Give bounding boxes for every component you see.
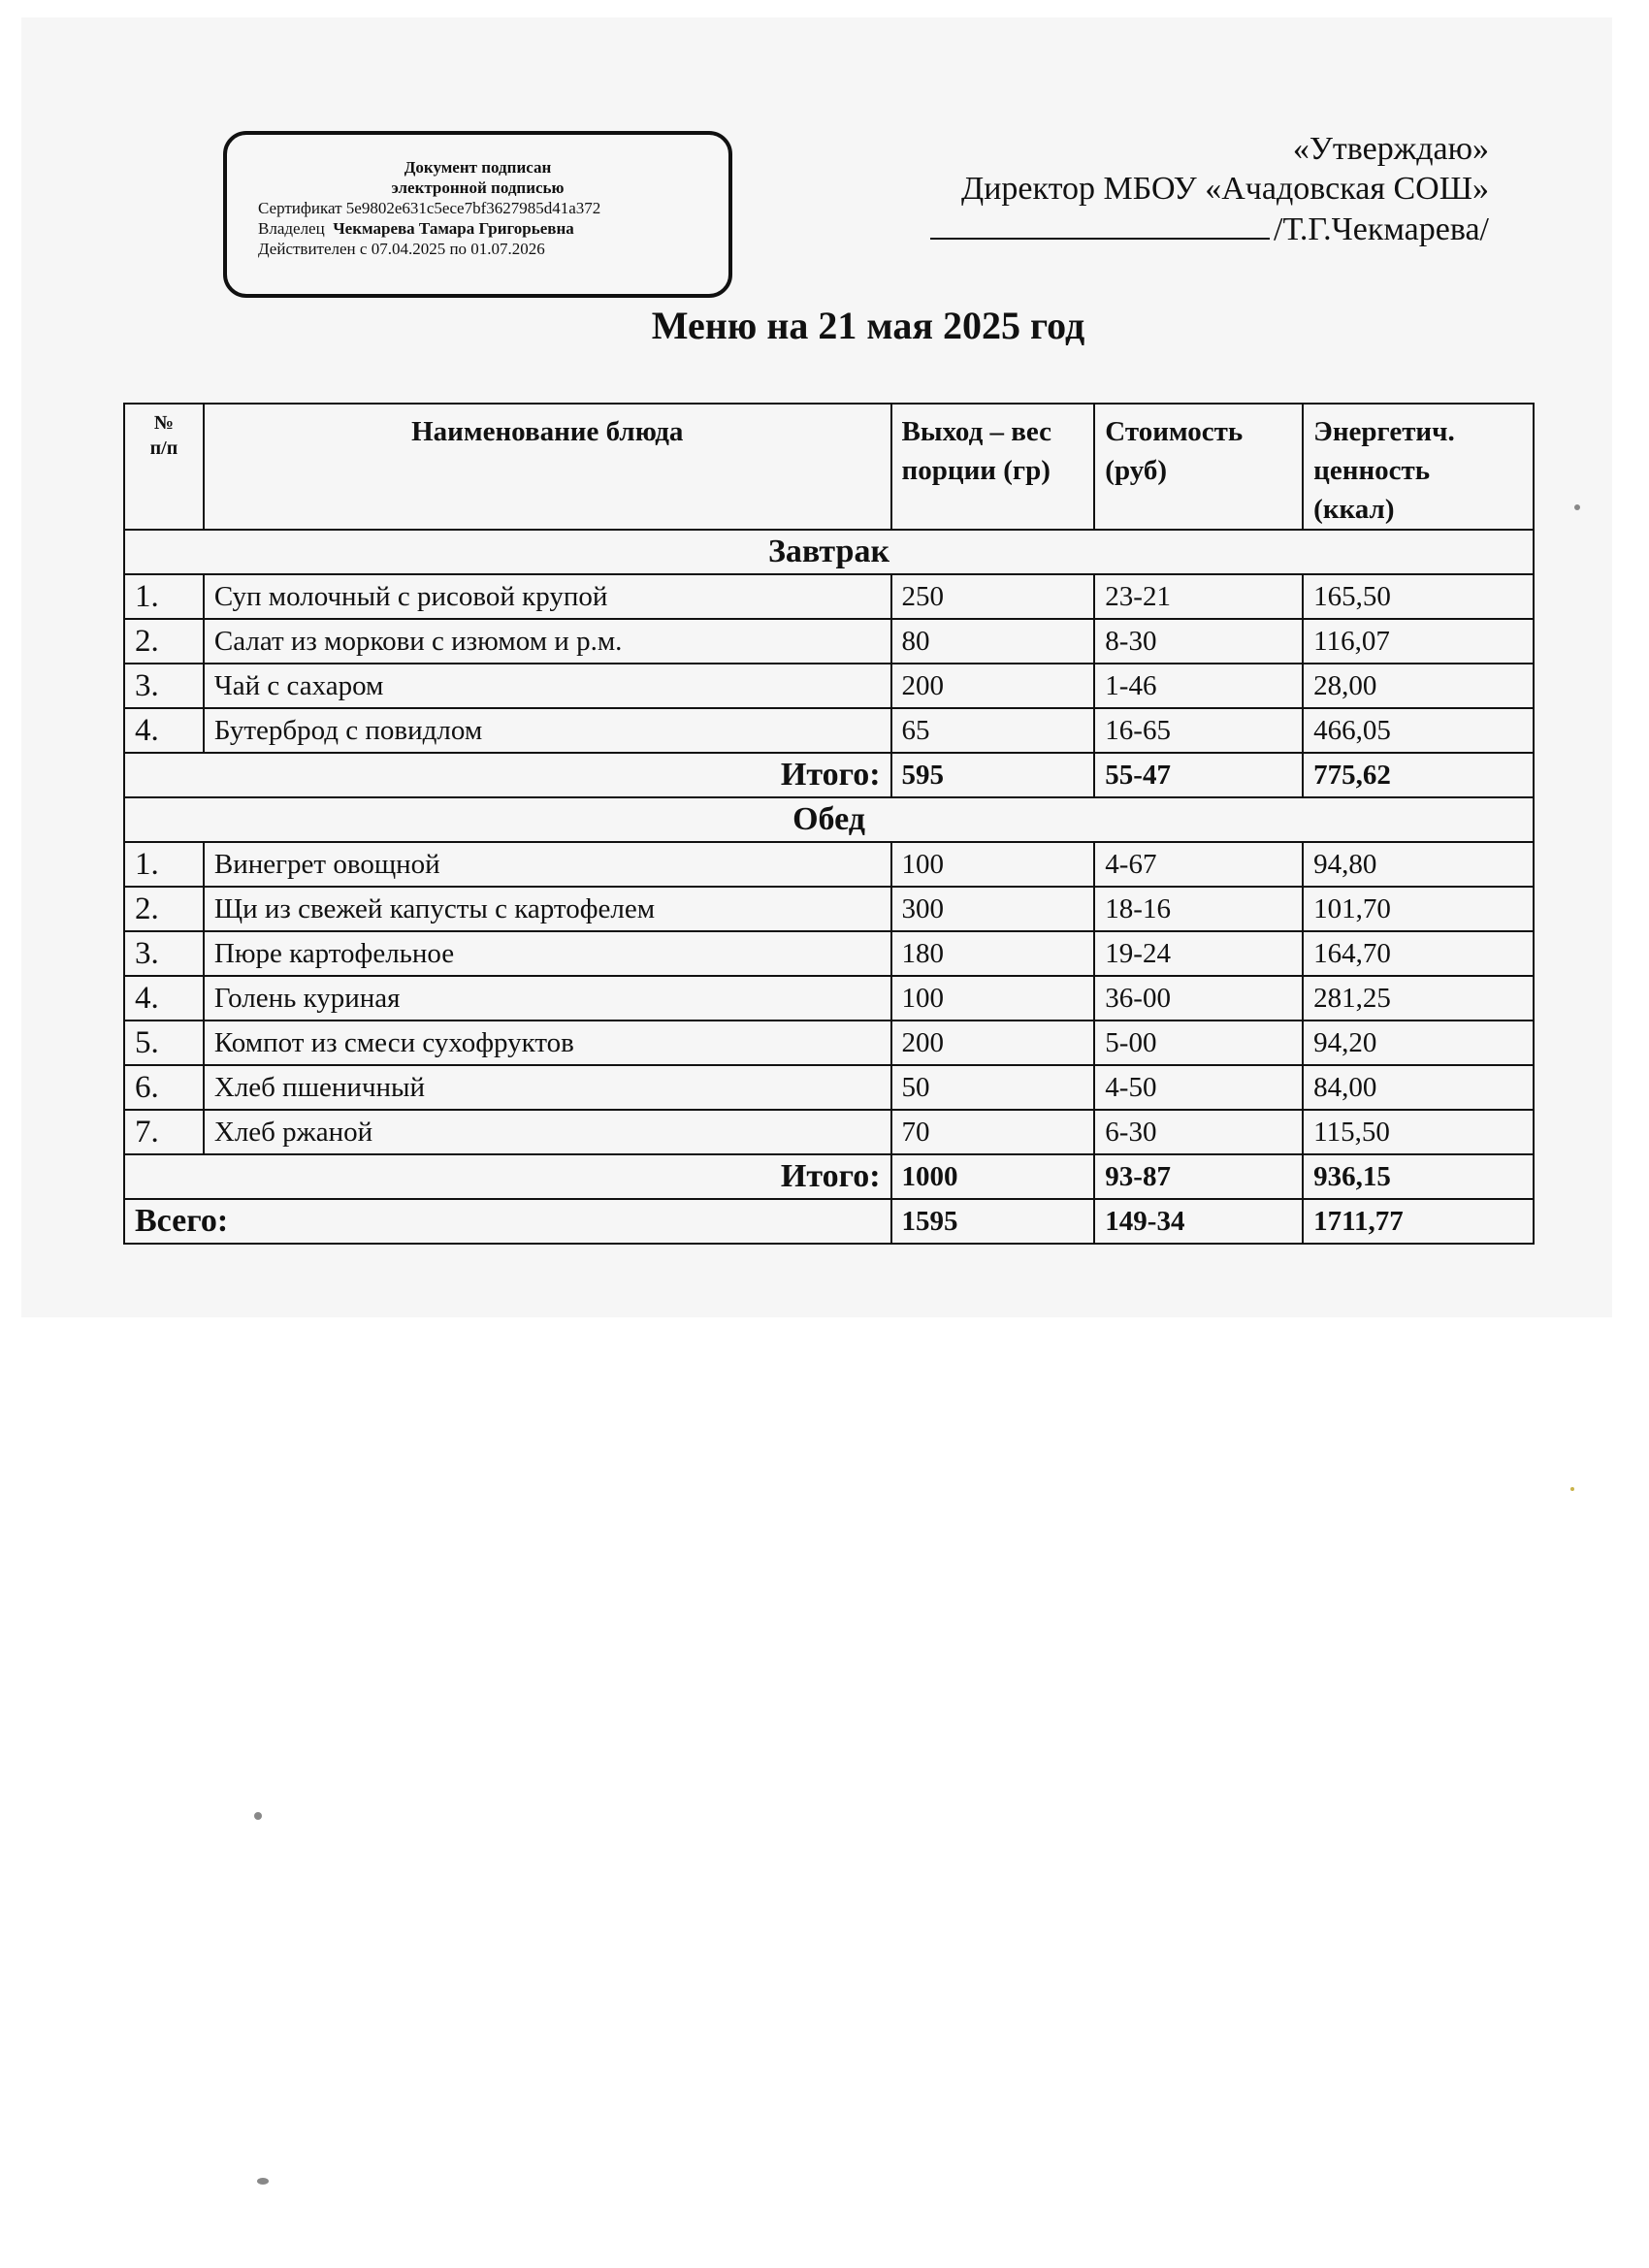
row-num: 2. [124, 887, 204, 931]
row-weight: 200 [891, 664, 1095, 708]
table-row [124, 708, 1534, 753]
row-weight: 180 [891, 931, 1095, 976]
row-dish-name: Суп молочный с рисовой крупой [204, 574, 891, 619]
header-num [124, 404, 204, 530]
header-energy-line2: ценность [1313, 455, 1431, 486]
page-title: Меню на 21 мая 2025 год [651, 304, 1085, 347]
row-cost: 19-24 [1094, 931, 1303, 976]
section-label-lunch: Обед [124, 797, 1534, 842]
header-cost [1094, 404, 1303, 530]
stamp-owner [258, 218, 728, 239]
header-energy-line1: Энергетич. [1313, 416, 1455, 447]
header-cost-line1: Стоимость [1105, 416, 1244, 447]
row-num: 3. [124, 664, 204, 708]
table-row [124, 1021, 1534, 1065]
row-weight: 200 [891, 1021, 1095, 1065]
row-cost: 1-46 [1094, 664, 1303, 708]
row-cost: 18-16 [1094, 887, 1303, 931]
row-num: 5. [124, 1021, 204, 1065]
menu-table [123, 403, 1535, 1245]
scan-speck [254, 1812, 262, 1820]
row-dish-name: Бутерброд с повидлом [204, 708, 891, 753]
row-dish-name: Хлеб ржаной [204, 1110, 891, 1154]
subtotal-row-breakfast [124, 753, 1534, 797]
scan-speck [257, 2178, 269, 2185]
row-cost: 4-67 [1094, 842, 1303, 887]
row-energy: 281,25 [1303, 976, 1534, 1021]
header-row [124, 404, 1534, 530]
row-weight: 70 [891, 1110, 1095, 1154]
stamp-owner-name: Чекмарева Тамара Григорьевна [333, 219, 574, 238]
row-dish-name: Голень куриная [204, 976, 891, 1021]
row-cost: 23-21 [1094, 574, 1303, 619]
e-signature-stamp [223, 131, 732, 298]
stamp-line2: электронной подписью [391, 178, 565, 197]
header-weight-line2: порции (гр) [901, 455, 1051, 486]
subtotal-weight: 595 [891, 753, 1095, 797]
row-weight: 80 [891, 619, 1095, 664]
grand-total-energy: 1711,77 [1303, 1199, 1534, 1244]
table-row [124, 976, 1534, 1021]
row-weight: 50 [891, 1065, 1095, 1110]
table-row [124, 1110, 1534, 1154]
subtotal-cost: 93-87 [1094, 1154, 1303, 1199]
row-dish-name: Салат из моркови с изюмом и р.м. [204, 619, 891, 664]
stamp-line1: Документ подписан [404, 158, 552, 177]
row-num: 1. [124, 574, 204, 619]
stamp-owner-label: Владелец [258, 219, 325, 238]
row-energy: 28,00 [1303, 664, 1534, 708]
header-weight-line1: Выход – вес [901, 416, 1052, 447]
approval-signature-row [930, 209, 1489, 249]
row-weight: 65 [891, 708, 1095, 753]
signature-line [930, 209, 1270, 240]
approval-line2: Директор МБОУ «Ачадовская СОШ» [961, 171, 1489, 207]
subtotal-label: Итого: [124, 753, 891, 797]
table-row [124, 619, 1534, 664]
row-num: 2. [124, 619, 204, 664]
row-weight: 250 [891, 574, 1095, 619]
table-row [124, 1065, 1534, 1110]
approval-signature: /Т.Г.Чекмарева/ [1274, 211, 1489, 247]
header-weight [891, 404, 1095, 530]
row-energy: 94,80 [1303, 842, 1534, 887]
row-num: 1. [124, 842, 204, 887]
row-weight: 100 [891, 842, 1095, 887]
row-energy: 115,50 [1303, 1110, 1534, 1154]
grand-total-label: Всего: [124, 1199, 891, 1244]
row-energy: 466,05 [1303, 708, 1534, 753]
subtotal-row-lunch [124, 1154, 1534, 1199]
row-energy: 164,70 [1303, 931, 1534, 976]
header-cost-line2: (руб) [1105, 455, 1167, 486]
row-cost: 16-65 [1094, 708, 1303, 753]
table-row [124, 574, 1534, 619]
header-num-line1: № [153, 412, 174, 434]
approval-block [930, 129, 1489, 249]
table-row [124, 931, 1534, 976]
grand-total-row [124, 1199, 1534, 1244]
section-row-breakfast [124, 530, 1534, 574]
row-dish-name: Компот из смеси сухофруктов [204, 1021, 891, 1065]
scan-speck [1570, 1487, 1574, 1491]
row-cost: 5-00 [1094, 1021, 1303, 1065]
row-num: 4. [124, 708, 204, 753]
scan-speck [1574, 504, 1580, 510]
row-dish-name: Чай с сахаром [204, 664, 891, 708]
row-weight: 100 [891, 976, 1095, 1021]
row-cost: 4-50 [1094, 1065, 1303, 1110]
stamp-validity: Действителен с 07.04.2025 по 01.07.2026 [258, 240, 545, 258]
subtotal-weight: 1000 [891, 1154, 1095, 1199]
stamp-certificate: Сертификат 5e9802e631c5ece7bf3627985d41a372 [258, 199, 601, 217]
grand-total-cost: 149-34 [1094, 1199, 1303, 1244]
header-num-line2: п/п [149, 437, 178, 459]
menu-body [124, 530, 1534, 1244]
table-row [124, 842, 1534, 887]
table-row [124, 664, 1534, 708]
table-row [124, 887, 1534, 931]
row-dish-name: Пюре картофельное [204, 931, 891, 976]
row-weight: 300 [891, 887, 1095, 931]
approval-line1: «Утверждаю» [1292, 131, 1489, 167]
row-dish-name: Щи из свежей капусты с картофелем [204, 887, 891, 931]
row-energy: 101,70 [1303, 887, 1534, 931]
row-num: 6. [124, 1065, 204, 1110]
row-cost: 36-00 [1094, 976, 1303, 1021]
row-num: 3. [124, 931, 204, 976]
row-dish-name: Хлеб пшеничный [204, 1065, 891, 1110]
row-num: 4. [124, 976, 204, 1021]
row-dish-name: Винегрет овощной [204, 842, 891, 887]
row-cost: 6-30 [1094, 1110, 1303, 1154]
header-energy-line3: (ккал) [1313, 494, 1395, 525]
subtotal-cost: 55-47 [1094, 753, 1303, 797]
subtotal-label: Итого: [124, 1154, 891, 1199]
grand-total-weight: 1595 [891, 1199, 1095, 1244]
section-row-lunch [124, 797, 1534, 842]
header-energy [1303, 404, 1534, 530]
row-energy: 84,00 [1303, 1065, 1534, 1110]
header-name: Наименование блюда [204, 404, 891, 530]
row-num: 7. [124, 1110, 204, 1154]
row-energy: 165,50 [1303, 574, 1534, 619]
row-cost: 8-30 [1094, 619, 1303, 664]
subtotal-energy: 775,62 [1303, 753, 1534, 797]
row-energy: 94,20 [1303, 1021, 1534, 1065]
subtotal-energy: 936,15 [1303, 1154, 1534, 1199]
section-label-breakfast: Завтрак [124, 530, 1534, 574]
row-energy: 116,07 [1303, 619, 1534, 664]
